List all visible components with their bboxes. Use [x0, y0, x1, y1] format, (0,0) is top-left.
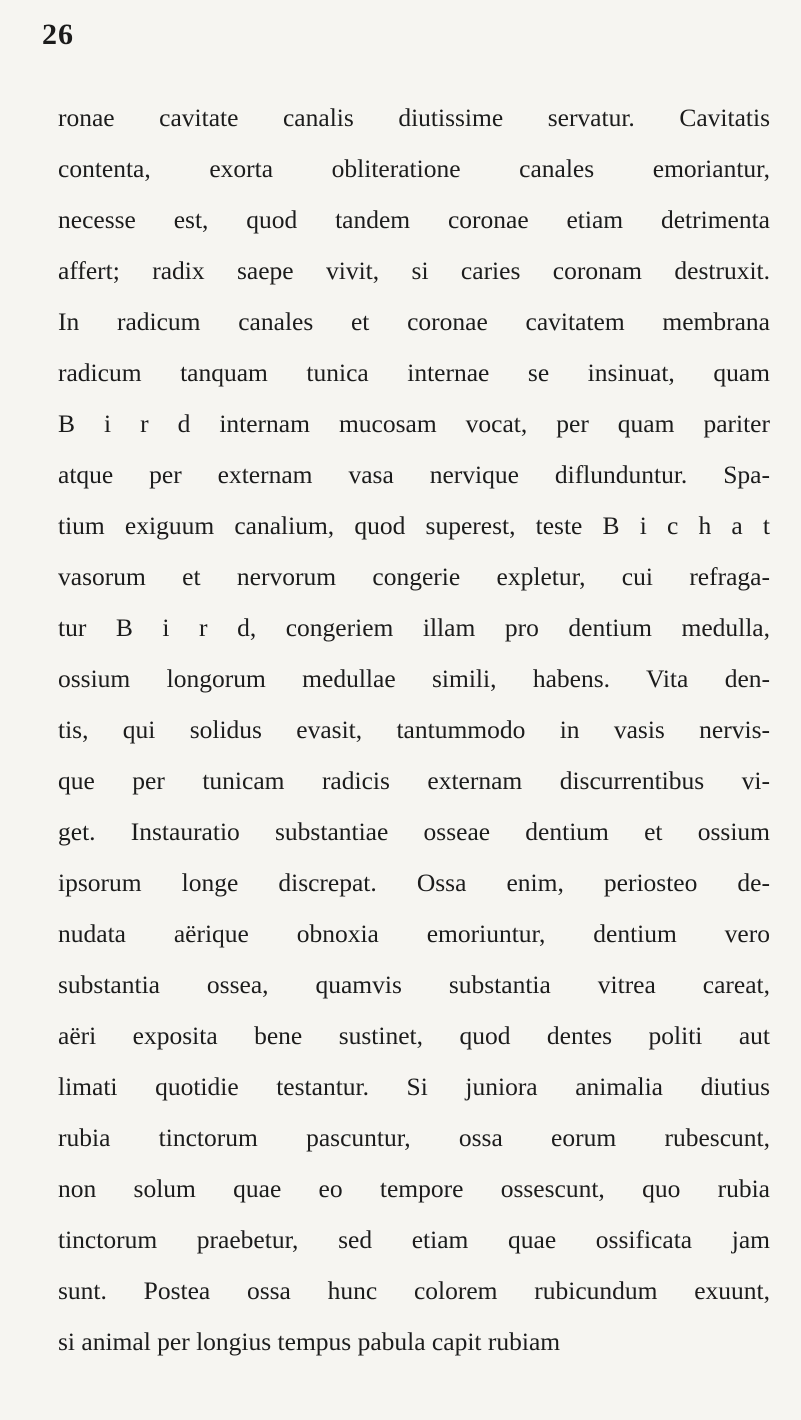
- text-line: tur B i r d, congeriem illam pro dentium medulla,: [58, 613, 770, 642]
- text-line: B i r d internam mucosam vocat, per quam pariter: [58, 409, 770, 438]
- text-line: contenta, exorta obliteratione canales emoriantur,: [58, 154, 770, 183]
- text-line: necesse est, quod tandem coronae etiam detrimenta: [58, 205, 770, 234]
- text-line: ipsorum longe discrepat. Ossa enim, periosteo de-: [58, 868, 770, 897]
- text-line: ossium longorum medullae simili, habens. Vita den-: [58, 664, 770, 693]
- text-line: sunt. Postea ossa hunc colorem rubicundum exuunt,: [58, 1276, 770, 1305]
- text-line: atque per externam vasa nervique diflunduntur. Spa-: [58, 460, 770, 489]
- text-line: tis, qui solidus evasit, tantummodo in vasis nervis-: [58, 715, 770, 744]
- text-line: non solum quae eo tempore ossescunt, quo rubia: [58, 1174, 770, 1203]
- text-line: affert; radix saepe vivit, si caries coronam destruxit.: [58, 256, 770, 285]
- text-line: ronae cavitate canalis diutissime servatur. Cavitatis: [58, 103, 770, 132]
- text-line: In radicum canales et coronae cavitatem membrana: [58, 307, 770, 336]
- page-number: 26: [42, 18, 74, 51]
- body-text: [58, 92, 770, 1367]
- text-line: tinctorum praebetur, sed etiam quae ossificata jam: [58, 1225, 770, 1254]
- text-line: limati quotidie testantur. Si juniora animalia diutius: [58, 1072, 770, 1101]
- text-line: tium exiguum canalium, quod superest, teste B i c h a t: [58, 511, 770, 540]
- text-line: rubia tinctorum pascuntur, ossa eorum rubescunt,: [58, 1123, 770, 1152]
- text-line: substantia ossea, quamvis substantia vitrea careat,: [58, 970, 770, 999]
- text-line: vasorum et nervorum congerie expletur, cui refraga-: [58, 562, 770, 591]
- text-line: get. Instauratio substantiae osseae dentium et ossium: [58, 817, 770, 846]
- text-line: aëri exposita bene sustinet, quod dentes politi aut: [58, 1021, 770, 1050]
- text-line: radicum tanquam tunica internae se insinuat, quam: [58, 358, 770, 387]
- text-line: que per tunicam radicis externam discurrentibus vi-: [58, 766, 770, 795]
- text-line: nudata aërique obnoxia emoriuntur, dentium vero: [58, 919, 770, 948]
- text-line: si animal per longius tempus pabula capit rubiam: [58, 1327, 561, 1356]
